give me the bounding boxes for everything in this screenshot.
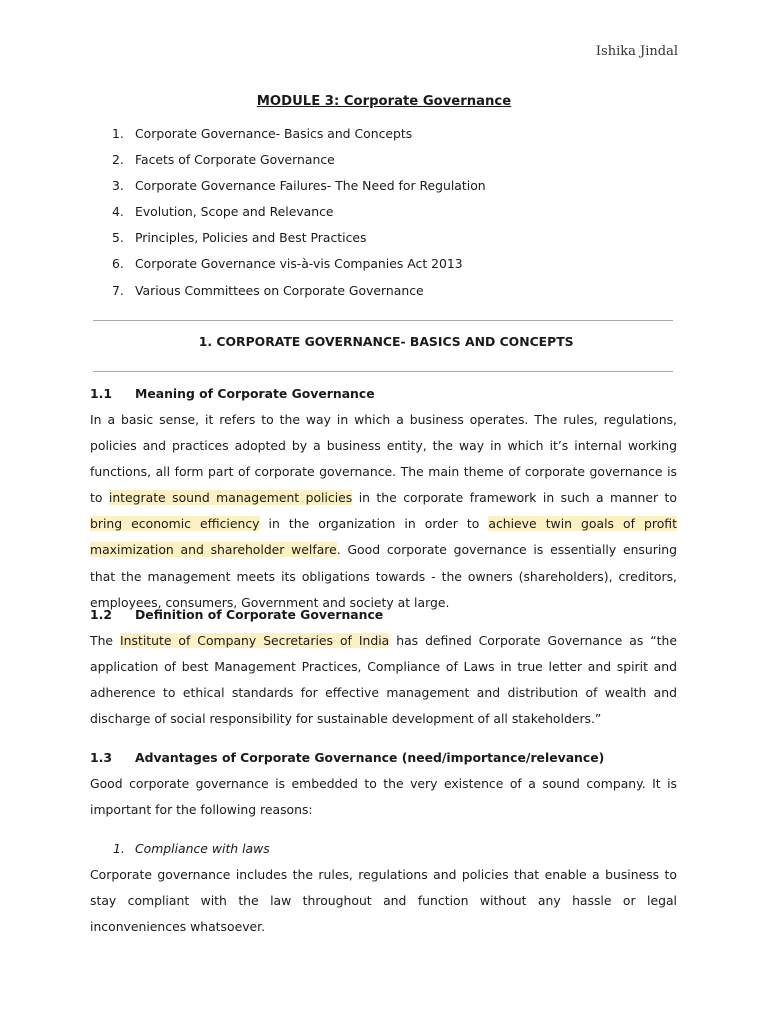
module-title: MODULE 3: Corporate Governance bbox=[256, 94, 512, 109]
list-item-heading: 1. Compliance with laws bbox=[113, 841, 270, 856]
author-name: Ishika Jindal bbox=[595, 44, 678, 59]
subsection-heading-1-3: 1.3 Advantages of Corporate Governance (need/importance/relevance) bbox=[90, 750, 605, 765]
toc-item: 5. Principles, Policies and Best Practices bbox=[112, 230, 367, 246]
paragraph-compliance: Corporate governance includes the rules, regulations and policies that enable a business to stay compliant with the law throughout and function without any hassle or legal inconveniences whatsoever. bbox=[90, 867, 677, 935]
table-of-contents bbox=[112, 124, 486, 307]
highlight: integrate sound management policies bbox=[108, 490, 353, 506]
section-heading: 1. CORPORATE GOVERNANCE- BASICS AND CONCEPTS bbox=[198, 334, 574, 349]
highlight: Institute of Company Secretaries of India bbox=[120, 633, 390, 648]
divider-top bbox=[93, 320, 673, 321]
toc-item: 6. Corporate Governance vis-à-vis Companies Act 2013 bbox=[112, 256, 463, 272]
toc-item: 4. Evolution, Scope and Relevance bbox=[112, 204, 334, 220]
divider-bottom bbox=[93, 371, 673, 372]
toc-item: 3. Corporate Governance Failures- The Need for Regulation bbox=[112, 178, 486, 194]
subsection-heading-1-1: 1.1 Meaning of Corporate Governance bbox=[90, 386, 375, 401]
paragraph-advantages: Good corporate governance is embedded to the very existence of a sound company. It is important for the following reasons: bbox=[90, 776, 677, 818]
highlight: bring economic efficiency bbox=[90, 516, 260, 532]
toc-item: 7. Various Committees on Corporate Governance bbox=[112, 282, 424, 298]
toc-item: 2. Facets of Corporate Governance bbox=[112, 152, 335, 168]
toc-item: 1. Corporate Governance- Basics and Concepts bbox=[112, 126, 413, 141]
subsection-heading-1-2: 1.2 Definition of Corporate Governance bbox=[90, 607, 384, 622]
paragraph-meaning: In a basic sense, it refers to the way in which a business operates. The rules, regulations, policies and practices adopted by a business entity, the way in which it’s internal working functions, all form part of corporate governance. The main theme of corporate governance is to integrate sound management policies in the corporate framework in such a manner to bring economic efficiency in the organization in order to achieve twin goals of profit maximization and shareholder welfare. Good corporate governance is essentially ensuring that the management meets its obligations towards - the owners (shareholders), creditors, employees, consumers, Government and society at large. bbox=[90, 412, 677, 610]
highlight: achieve twin goals of profit maximization and shareholder welfare bbox=[90, 516, 677, 558]
paragraph-definition: The Institute of Company Secretaries of India has defined Corporate Governance as “the application of best Management Practices, Compliance of Laws in true letter and spirit and adherence to ethical standards for effective management and distribution of wealth and discharge of social responsibility for sustainable development of all stakeholders.” bbox=[90, 633, 677, 727]
